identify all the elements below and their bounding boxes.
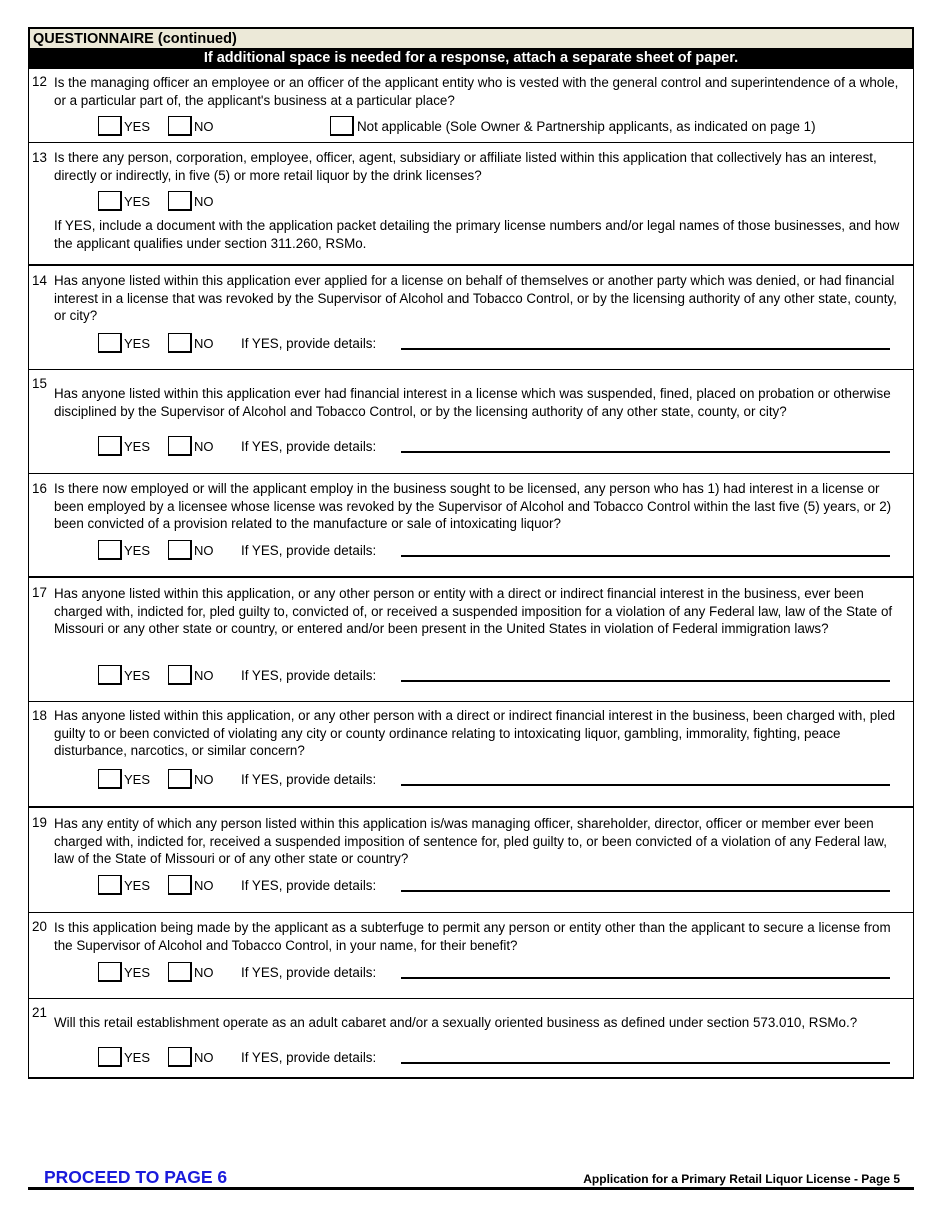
section-note: If additional space is needed for a response, attach a separate sheet of paper. — [28, 48, 914, 69]
question-20 — [28, 913, 914, 999]
details-label: If YES, provide details: — [241, 772, 377, 787]
no-checkbox[interactable] — [168, 540, 192, 560]
question-text: Has anyone listed within this application ever applied for a license on behalf of themselves or another party which was denied, or had financial interest in a license that was revoked by the Supervisor of Alcohol and Tobacco Control, or by the licensing authority of any other state, county, or city? — [54, 273, 897, 323]
question-19 — [28, 808, 914, 913]
details-input[interactable] — [401, 348, 890, 350]
no-label: NO — [194, 1050, 214, 1065]
question-16 — [28, 474, 914, 578]
question-12 — [28, 69, 914, 143]
questionnaire-form — [28, 27, 914, 1079]
details-input[interactable] — [401, 784, 890, 786]
question-18 — [28, 702, 914, 808]
yes-label: YES — [124, 194, 151, 209]
proceed-to-next-page: PROCEED TO PAGE 6 — [44, 1167, 228, 1187]
question-15 — [28, 370, 914, 474]
question-number: 20 — [32, 919, 47, 934]
details-label: If YES, provide details: — [241, 439, 377, 454]
no-checkbox[interactable] — [168, 436, 192, 456]
no-label: NO — [194, 668, 214, 683]
no-label: NO — [194, 194, 214, 209]
question-number: 18 — [32, 708, 47, 723]
yes-label: YES — [124, 439, 151, 454]
details-label: If YES, provide details: — [241, 336, 377, 351]
question-21 — [28, 999, 914, 1079]
details-label: If YES, provide details: — [241, 965, 377, 980]
yes-checkbox[interactable] — [98, 962, 122, 982]
no-checkbox[interactable] — [168, 769, 192, 789]
question-13 — [28, 143, 914, 266]
yes-checkbox[interactable] — [98, 116, 122, 136]
question-text: Will this retail establishment operate as an adult cabaret and/or a sexually oriented business as defined under section 573.010, RSMo.? — [54, 1015, 858, 1030]
question-17 — [28, 578, 914, 702]
no-checkbox[interactable] — [168, 1047, 192, 1067]
yes-label: YES — [124, 543, 151, 558]
details-label: If YES, provide details: — [241, 668, 377, 683]
details-label: If YES, provide details: — [241, 878, 377, 893]
yes-checkbox[interactable] — [98, 191, 122, 211]
yes-checkbox[interactable] — [98, 665, 122, 685]
question-text: Has anyone listed within this application, or any other person with a direct or indirect financial interest in the business, been charged with, pled guilty to or been convicted of violating any city or county ordinance relating to intoxicating liquor, gambling, immorality, fighting, peace disturbance, narcotics, or similar concern? — [54, 708, 896, 758]
yes-checkbox[interactable] — [98, 769, 122, 789]
yes-label: YES — [124, 1050, 151, 1065]
yes-label: YES — [124, 668, 151, 683]
question-text: Is there now employed or will the applicant employ in the business sought to be licensed, any person who has 1) had interest in a license or been employed by a licensee whose license was revoked by the Supervisor of Alcohol and Tobacco Control within the last five (5) years, or 2) been convicted of a provision related to the manufacture or sale of intoxicating liquor? — [54, 481, 892, 531]
question-number: 19 — [32, 815, 47, 830]
yes-label: YES — [124, 965, 151, 980]
question-number: 14 — [32, 273, 47, 288]
yes-checkbox[interactable] — [98, 436, 122, 456]
no-checkbox[interactable] — [168, 962, 192, 982]
page-label: Application for a Primary Retail Liquor License - Page 5 — [583, 1172, 900, 1186]
details-input[interactable] — [401, 451, 890, 453]
details-input[interactable] — [401, 555, 890, 557]
no-label: NO — [194, 119, 214, 134]
no-checkbox[interactable] — [168, 333, 192, 353]
no-label: NO — [194, 878, 214, 893]
question-number: 12 — [32, 74, 47, 89]
yes-label: YES — [124, 336, 151, 351]
question-text: Has any entity of which any person listed within this application is/was managing officer, shareholder, director, officer or member ever been charged with, indicted for, received a suspended imposition of sentence for, pled guilty to, or been convicted of a violation of any Federal law, law of the State of Missouri or of any other state or country? — [54, 816, 887, 866]
question-number: 21 — [32, 1005, 47, 1020]
question-followup: If YES, include a document with the application packet detailing the primary license numbers and/or legal names of those businesses, and how the applicant qualifies under section 311.260, RSMo. — [54, 218, 900, 251]
question-number: 15 — [32, 376, 47, 391]
details-input[interactable] — [401, 1062, 890, 1064]
details-label: If YES, provide details: — [241, 1050, 377, 1065]
yes-checkbox[interactable] — [98, 540, 122, 560]
question-text: Has anyone listed within this application, or any other person or entity with a direct or indirect financial interest in the business, ever been charged with, indicted for, pled guilty to, convicted of, or received a suspended imposition for a violation of any Federal law, law of the State of Missouri or any other state or country, or entered and/or been present in the United States in violation of Federal immigration laws? — [54, 586, 893, 636]
details-input[interactable] — [401, 977, 890, 979]
no-label: NO — [194, 543, 214, 558]
question-text: Is this application being made by the applicant as a subterfuge to permit any person or entity other than the applicant to secure a license from the Supervisor of Alcohol and Tobacco Control, in your name, for their benefit? — [54, 920, 891, 953]
question-text: Is there any person, corporation, employee, officer, agent, subsidiary or affiliate listed within this application that collectively has an interest, directly or indirectly, in five (5) or more retail liquor by the drink licenses? — [54, 150, 877, 183]
yes-checkbox[interactable] — [98, 875, 122, 895]
question-number: 17 — [32, 585, 47, 600]
section-title: QUESTIONNAIRE (continued) — [28, 29, 914, 48]
no-checkbox[interactable] — [168, 665, 192, 685]
yes-label: YES — [124, 878, 151, 893]
no-checkbox[interactable] — [168, 191, 192, 211]
question-14 — [28, 266, 914, 370]
question-number: 16 — [32, 481, 47, 496]
question-number: 13 — [32, 150, 47, 165]
no-label: NO — [194, 336, 214, 351]
yes-label: YES — [124, 119, 151, 134]
not-applicable-label: Not applicable (Sole Owner & Partnership applicants, as indicated on page 1) — [357, 119, 816, 134]
no-label: NO — [194, 965, 214, 980]
yes-checkbox[interactable] — [98, 1047, 122, 1067]
no-checkbox[interactable] — [168, 116, 192, 136]
yes-label: YES — [124, 772, 151, 787]
no-label: NO — [194, 772, 214, 787]
no-label: NO — [194, 439, 214, 454]
yes-checkbox[interactable] — [98, 333, 122, 353]
question-text: Has anyone listed within this application ever had financial interest in a license which was suspended, fined, placed on probation or otherwise disciplined by the Supervisor of Alcohol and Tobacco Control, or by the licensing authority of any other state, county, or city? — [54, 386, 891, 419]
footer-divider — [28, 1187, 914, 1190]
details-label: If YES, provide details: — [241, 543, 377, 558]
no-checkbox[interactable] — [168, 875, 192, 895]
details-input[interactable] — [401, 890, 890, 892]
question-text: Is the managing officer an employee or an officer of the applicant entity who is vested with the general control and superintendence of a whole, or a particular part of, the applicant's business at a particular place? — [54, 75, 899, 108]
details-input[interactable] — [401, 680, 890, 682]
not-applicable-checkbox[interactable] — [330, 116, 354, 136]
